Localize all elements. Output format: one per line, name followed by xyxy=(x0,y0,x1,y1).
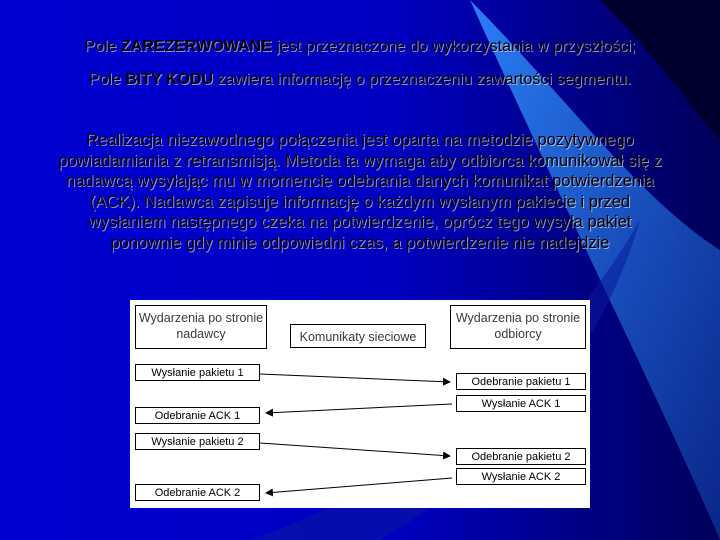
description-paragraph xyxy=(20,130,700,253)
paragraph-line: powiadamiania z retransmisją. Metoda ta wymaga aby odbiorca komunikował się z xyxy=(58,151,662,170)
sender-event: Odebranie ACK 1 xyxy=(135,407,260,424)
ack-1-arrow xyxy=(266,404,452,413)
message-arrows xyxy=(130,300,590,508)
receiver-event: Odebranie pakietu 1 xyxy=(456,373,586,390)
receiver-event: Wysłanie ACK 1 xyxy=(456,395,586,412)
sender-event: Odebranie ACK 2 xyxy=(135,484,260,501)
paragraph-line: wysłaniem następnego czeka na potwierdzenie, oprócz tego wysyła pakiet xyxy=(88,213,632,231)
paragraph-line: Realizacja niezawodnego połączenia jest oparta na metodzie pozytywnego xyxy=(86,131,634,149)
network-header: Komunikaty sieciowe xyxy=(290,324,426,348)
paragraph-line: ponownie gdy minie odpowiedni czas, a potwierdzenie nie nadejdzie xyxy=(110,233,610,252)
receiver-event: Wysłanie ACK 2 xyxy=(456,468,586,485)
sender-header: Wydarzenia po stronie nadawcy xyxy=(135,305,267,349)
paragraph-line: (ACK). Nadawca zapisuje informację o każdym wysłanym pakiecie i przed xyxy=(89,192,631,211)
header-line-2: Pole BITY KODU zawiera informację o przeznaczeniu zawartości segmentu. xyxy=(88,71,632,88)
packet-1-arrow xyxy=(260,374,450,382)
ack-sequence-diagram xyxy=(130,300,590,508)
receiver-header: Wydarzenia po stronie odbiorcy xyxy=(450,305,586,349)
header-line-1: Pole ZAREZERWOWANE jest przeznaczone do wykorzystania w przyszłości; xyxy=(84,38,636,55)
ack-2-arrow xyxy=(266,478,452,493)
paragraph-line: nadawcą wysyłając mu w momencie odebrania danych komunikat potwierdzenia xyxy=(66,172,654,190)
packet-2-arrow xyxy=(260,443,450,456)
sender-event: Wysłanie pakietu 2 xyxy=(135,433,260,450)
receiver-event: Odebranie pakietu 2 xyxy=(456,448,586,465)
sender-event: Wysłanie pakietu 1 xyxy=(135,364,260,381)
